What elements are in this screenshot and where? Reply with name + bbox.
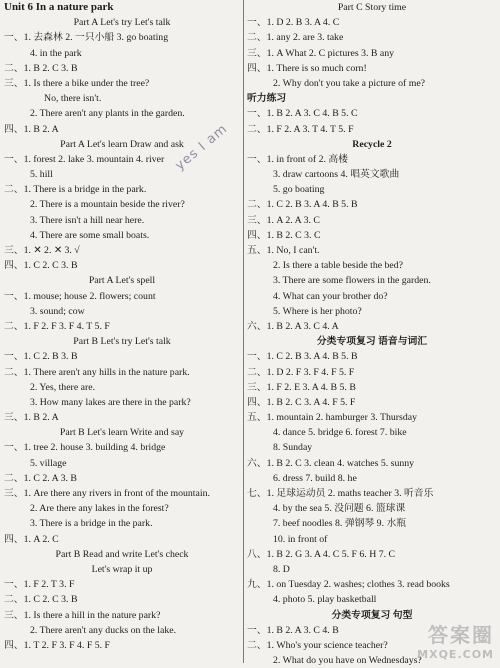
answer-line: 二、1. F 2. A 3. T 4. T 5. F bbox=[247, 123, 354, 135]
answer-line: 5. go boating bbox=[273, 184, 325, 196]
answer-line: 二、1. any 2. are 3. take bbox=[247, 32, 344, 44]
answer-line: 二、1. D 2. F 3. F 4. F 5. F bbox=[247, 366, 355, 378]
answer-line: 二、1. C 2. B 3. A 4. B 5. B bbox=[247, 199, 358, 211]
answer-line: 3. How many lakes are there in the park? bbox=[30, 396, 191, 408]
answer-line: 六、1. B 2. C 3. clean 4. watches 5. sunny bbox=[247, 457, 415, 469]
answer-line: 4. dance 5. bridge 6. forest 7. bike bbox=[273, 427, 407, 439]
answer-line: 2. Are there any lakes in the forest? bbox=[30, 503, 169, 515]
answer-line: 二、1. There is a bridge in the park. bbox=[4, 184, 147, 196]
answer-line: 五、1. No, I can't. bbox=[247, 245, 320, 256]
answer-line: 5. village bbox=[30, 457, 67, 469]
unit-title: Unit 6 In a nature park bbox=[4, 1, 114, 13]
right-column bbox=[247, 0, 497, 668]
answer-line: 一、1. F 2. T 3. F bbox=[4, 579, 75, 591]
answer-line: 一、1. D 2. B 3. A 4. C bbox=[247, 17, 340, 29]
answer-line: 三、1. Are there any rivers in front of the mountain. bbox=[4, 488, 210, 499]
answer-line: 3. There are some flowers in the garden. bbox=[273, 275, 431, 287]
answer-line: 三、1. Is there a bike under the tree? bbox=[4, 77, 150, 89]
answer-line: 三、1. A 2. A 3. C bbox=[247, 214, 320, 226]
answer-line: 二、1. B 2. C 3. B bbox=[4, 62, 78, 74]
answer-line: 一、1. 去森林 2. 一只小船 3. go boating bbox=[4, 32, 169, 44]
answer-line: 二、1. F 2. F 3. F 4. T 5. F bbox=[4, 320, 110, 332]
answer-line: 4. What can your brother do? bbox=[273, 290, 388, 302]
answer-line: No, there isn't. bbox=[44, 93, 102, 105]
section-heading: Recycle 2 bbox=[352, 138, 392, 150]
answer-line: 四、1. There is so much corn! bbox=[247, 62, 367, 74]
answer-line: 二、1. C 2. C 3. B bbox=[4, 594, 78, 606]
section-heading: Let's wrap it up bbox=[91, 563, 153, 575]
answer-line: 四、1. B 2. A bbox=[4, 123, 59, 135]
section-heading: 听力练习 bbox=[247, 93, 287, 105]
answer-line: 四、1. C 2. C 3. B bbox=[4, 260, 78, 272]
section-heading: Part B Read and write Let's check bbox=[55, 548, 189, 560]
answer-line: 三、1. Is there a hill in the nature park? bbox=[4, 609, 161, 621]
answer-line: 四、1. T 2. F 3. F 4. F 5. F bbox=[4, 639, 110, 651]
left-column bbox=[4, 0, 240, 653]
answer-line: 六、1. B 2. A 3. C 4. A bbox=[247, 320, 339, 332]
answer-line: 2. What do you have on Wednesdays? bbox=[273, 655, 422, 667]
answer-line: 四、1. B 2. C 3. A 4. F 5. F bbox=[247, 396, 356, 408]
answer-line: 2. Why don't you take a picture of me? bbox=[273, 77, 426, 89]
answer-line: 2. There is a mountain beside the river? bbox=[30, 199, 185, 211]
watermark-domain: MXQE.COM bbox=[417, 648, 494, 661]
section-heading: Part A Let's try Let's talk bbox=[73, 17, 171, 29]
answer-line: 一、1. tree 2. house 3. building 4. bridge bbox=[4, 442, 166, 454]
watermark-logo-text: 答案圈 bbox=[428, 623, 494, 647]
watermark bbox=[417, 619, 494, 661]
answer-line: 四、1. B 2. C 3. C bbox=[247, 229, 321, 241]
answer-line: 2. Yes, there are. bbox=[30, 381, 96, 393]
answer-line: 5. hill bbox=[30, 169, 53, 181]
answer-line: 一、1. C 2. B 3. A 4. B 5. B bbox=[247, 351, 358, 363]
section-heading: Part A Let's spell bbox=[88, 275, 156, 287]
answer-line: 一、1. mouse; house 2. flowers; count bbox=[4, 290, 156, 302]
answer-line: 三、1. F 2. E 3. A 4. B 5. B bbox=[247, 381, 356, 393]
answer-line: 2. There aren't any plants in the garden. bbox=[30, 108, 185, 120]
answer-line: 三、1. B 2. A bbox=[4, 412, 59, 424]
section-heading: 分类专项复习 句型 bbox=[331, 609, 413, 621]
answer-line: 8. Sunday bbox=[273, 442, 313, 454]
answer-line: 3. There is a bridge in the park. bbox=[30, 518, 153, 530]
answer-line: 三、1. A What 2. C pictures 3. B any bbox=[247, 47, 395, 59]
answer-line: 二、1. Who's your science teacher? bbox=[247, 639, 388, 651]
answer-line: 8. D bbox=[273, 563, 290, 575]
answer-line: 二、1. There aren't any hills in the nature park. bbox=[4, 366, 190, 378]
answer-line: 5. Where is her photo? bbox=[273, 305, 362, 317]
answer-line: 一、1. B 2. A 3. C 4. B bbox=[247, 624, 339, 636]
answer-line: 九、1. on Tuesday 2. washes; clothes 3. read books bbox=[247, 579, 450, 591]
answer-line: 七、1. 足球运动员 2. maths teacher 3. 听音乐 bbox=[247, 488, 434, 499]
column-divider bbox=[243, 0, 244, 663]
answer-line: 一、1. forest 2. lake 3. mountain 4. river bbox=[4, 153, 165, 165]
answer-line: 7. beef noodles 8. 弹钢琴 9. 水瓶 bbox=[273, 518, 407, 530]
answer-line: 10. in front of bbox=[273, 533, 328, 545]
answer-line: 2. There aren't any ducks on the lake. bbox=[30, 624, 177, 636]
section-heading: Part C Story time bbox=[337, 2, 407, 13]
answer-line: 6. dress 7. build 8. he bbox=[273, 472, 357, 484]
handwritten-note: yes I am bbox=[172, 121, 231, 174]
answer-line: 4. by the sea 5. 没问题 6. 篮球课 bbox=[273, 503, 406, 515]
answer-line: 2. Is there a table beside the bed? bbox=[273, 260, 404, 272]
answer-line: 4. There are some small boats. bbox=[30, 229, 150, 241]
answer-line: 4. photo 5. play basketball bbox=[273, 594, 377, 606]
answer-line: 二、1. C 2. A 3. B bbox=[4, 472, 77, 484]
section-heading: Part B Let's learn Write and say bbox=[59, 427, 185, 439]
answer-line: 五、1. mountain 2. hamburger 3. Thursday bbox=[247, 412, 417, 424]
section-heading: 分类专项复习 语音与词汇 bbox=[316, 336, 428, 348]
answer-line: 3. sound; cow bbox=[30, 305, 85, 317]
answer-line: 3. There isn't a hill near here. bbox=[30, 214, 145, 226]
answer-line: 一、1. B 2. A 3. C 4. B 5. C bbox=[247, 108, 358, 120]
section-heading: Part B Let's try Let's talk bbox=[73, 336, 171, 348]
section-heading: Part A Let's learn Draw and ask bbox=[60, 138, 184, 150]
answer-line: 三、1. ✕ 2. ✕ 3. √ bbox=[4, 245, 80, 256]
answer-line: 3. draw cartoons 4. 唱英文歌曲 bbox=[273, 169, 400, 181]
answer-line: 4. in the park bbox=[30, 47, 82, 59]
answer-line: 一、1. in front of 2. 高楼 bbox=[247, 153, 348, 165]
answer-line: 一、1. C 2. B 3. B bbox=[4, 351, 78, 363]
answer-line: 四、1. A 2. C bbox=[4, 533, 59, 545]
answer-line: 八、1. B 2. G 3. A 4. C 5. F 6. H 7. C bbox=[247, 548, 396, 560]
